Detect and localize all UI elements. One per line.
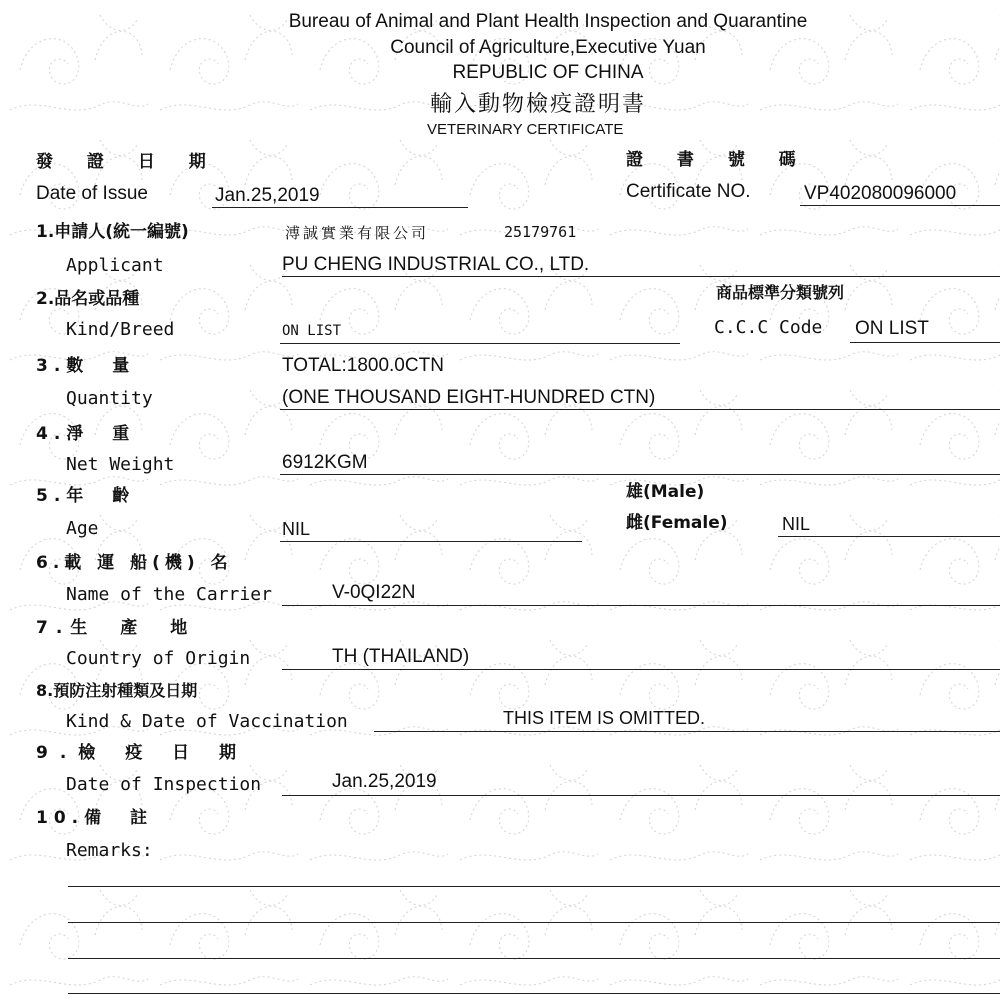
applicant-underline bbox=[282, 276, 1000, 277]
kind-breed-label: Kind/Breed bbox=[66, 319, 175, 340]
applicant-value-cn: 溥誠實業有限公司 bbox=[285, 224, 430, 242]
net-weight-label: Net Weight bbox=[66, 454, 175, 475]
remarks-label-cn: 10.備 註 bbox=[36, 808, 154, 828]
ccc-code-label: C.C.C Code bbox=[714, 317, 823, 338]
inspection-label: Date of Inspection bbox=[66, 774, 262, 795]
remarks-line bbox=[68, 922, 1000, 923]
age-label: Age bbox=[66, 518, 99, 539]
female-label: 雌(Female) bbox=[626, 513, 728, 533]
age-label-cn: 5.年 齡 bbox=[36, 486, 136, 506]
ccc-code-label-cn: 商品標準分類號列 bbox=[716, 283, 845, 302]
certificate-no-label: Certificate NO. bbox=[626, 181, 751, 202]
origin-value: TH (THAILAND) bbox=[332, 646, 470, 667]
remarks-label: Remarks: bbox=[66, 840, 153, 861]
ccc-code-value: ON LIST bbox=[855, 318, 929, 339]
carrier-label-cn: 6.載 運 船(機) 名 bbox=[36, 553, 233, 573]
carrier-value: V-0QI22N bbox=[332, 582, 416, 603]
quantity-label: Quantity bbox=[66, 388, 153, 409]
age-value: NIL bbox=[282, 519, 311, 539]
vaccination-value: THIS ITEM IS OMITTED. bbox=[503, 708, 705, 728]
vaccination-underline bbox=[374, 731, 1000, 732]
carrier-label: Name of the Carrier bbox=[66, 584, 272, 605]
vaccination-label: Kind & Date of Vaccination bbox=[66, 711, 348, 732]
carrier-underline bbox=[282, 605, 1000, 606]
net-weight-value: 6912KGM bbox=[282, 452, 368, 473]
inspection-underline bbox=[282, 795, 1000, 796]
date-issue-value: Jan.25,2019 bbox=[215, 185, 320, 206]
female-value: NIL bbox=[782, 514, 811, 534]
age-underline bbox=[280, 541, 582, 542]
ccc-code-underline bbox=[850, 342, 1000, 343]
female-underline bbox=[778, 536, 1000, 537]
certificate-no-label-cn: 證 書 號 碼 bbox=[626, 150, 810, 170]
date-issue-label-cn: 發 證 日 期 bbox=[36, 152, 220, 172]
agency-name: Bureau of Animal and Plant Health Inspection and Quarantine bbox=[288, 11, 808, 32]
quantity-underline bbox=[280, 409, 1000, 410]
kind-breed-underline bbox=[280, 343, 680, 344]
remarks-line bbox=[68, 886, 1000, 887]
origin-label-cn: 7.生 產 地 bbox=[36, 618, 196, 638]
applicant-label: Applicant bbox=[66, 255, 164, 276]
net-weight-underline bbox=[280, 474, 1000, 475]
certificate-no-value: VP402080096000 bbox=[804, 183, 957, 204]
quantity-value-words: (ONE THOUSAND EIGHT-HUNDRED CTN) bbox=[282, 387, 656, 408]
certificate-title-en: VETERINARY CERTIFICATE bbox=[427, 121, 624, 138]
quantity-label-cn: 3.數 量 bbox=[36, 356, 136, 376]
date-issue-underline bbox=[212, 207, 468, 208]
date-issue-label: Date of Issue bbox=[36, 183, 148, 204]
quantity-value: TOTAL:1800.0CTN bbox=[282, 355, 444, 376]
applicant-label-cn: 1.申請人(統一編號) bbox=[36, 222, 189, 242]
net-weight-label-cn: 4.淨 重 bbox=[36, 424, 136, 444]
applicant-value: PU CHENG INDUSTRIAL CO., LTD. bbox=[282, 254, 590, 275]
certificate-title-cn: 輸入動物檢疫證明書 bbox=[430, 92, 647, 117]
kind-breed-label-cn: 2.品名或品種 bbox=[36, 289, 140, 309]
origin-underline bbox=[282, 669, 1000, 670]
applicant-tax-id: 25179761 bbox=[504, 223, 577, 241]
kind-breed-value: ON LIST bbox=[282, 323, 342, 339]
remarks-line bbox=[68, 958, 1000, 959]
inspection-label-cn: 9.檢 疫 日 期 bbox=[36, 743, 249, 763]
male-label: 雄(Male) bbox=[626, 482, 705, 502]
inspection-value: Jan.25,2019 bbox=[332, 771, 437, 792]
certificate-no-underline bbox=[800, 205, 1000, 206]
vaccination-label-cn: 8.預防注射種類及日期 bbox=[36, 681, 198, 700]
country-name: REPUBLIC OF CHINA bbox=[452, 62, 644, 83]
origin-label: Country of Origin bbox=[66, 648, 251, 669]
remarks-line bbox=[68, 993, 1000, 994]
council-name: Council of Agriculture,Executive Yuan bbox=[390, 37, 706, 58]
